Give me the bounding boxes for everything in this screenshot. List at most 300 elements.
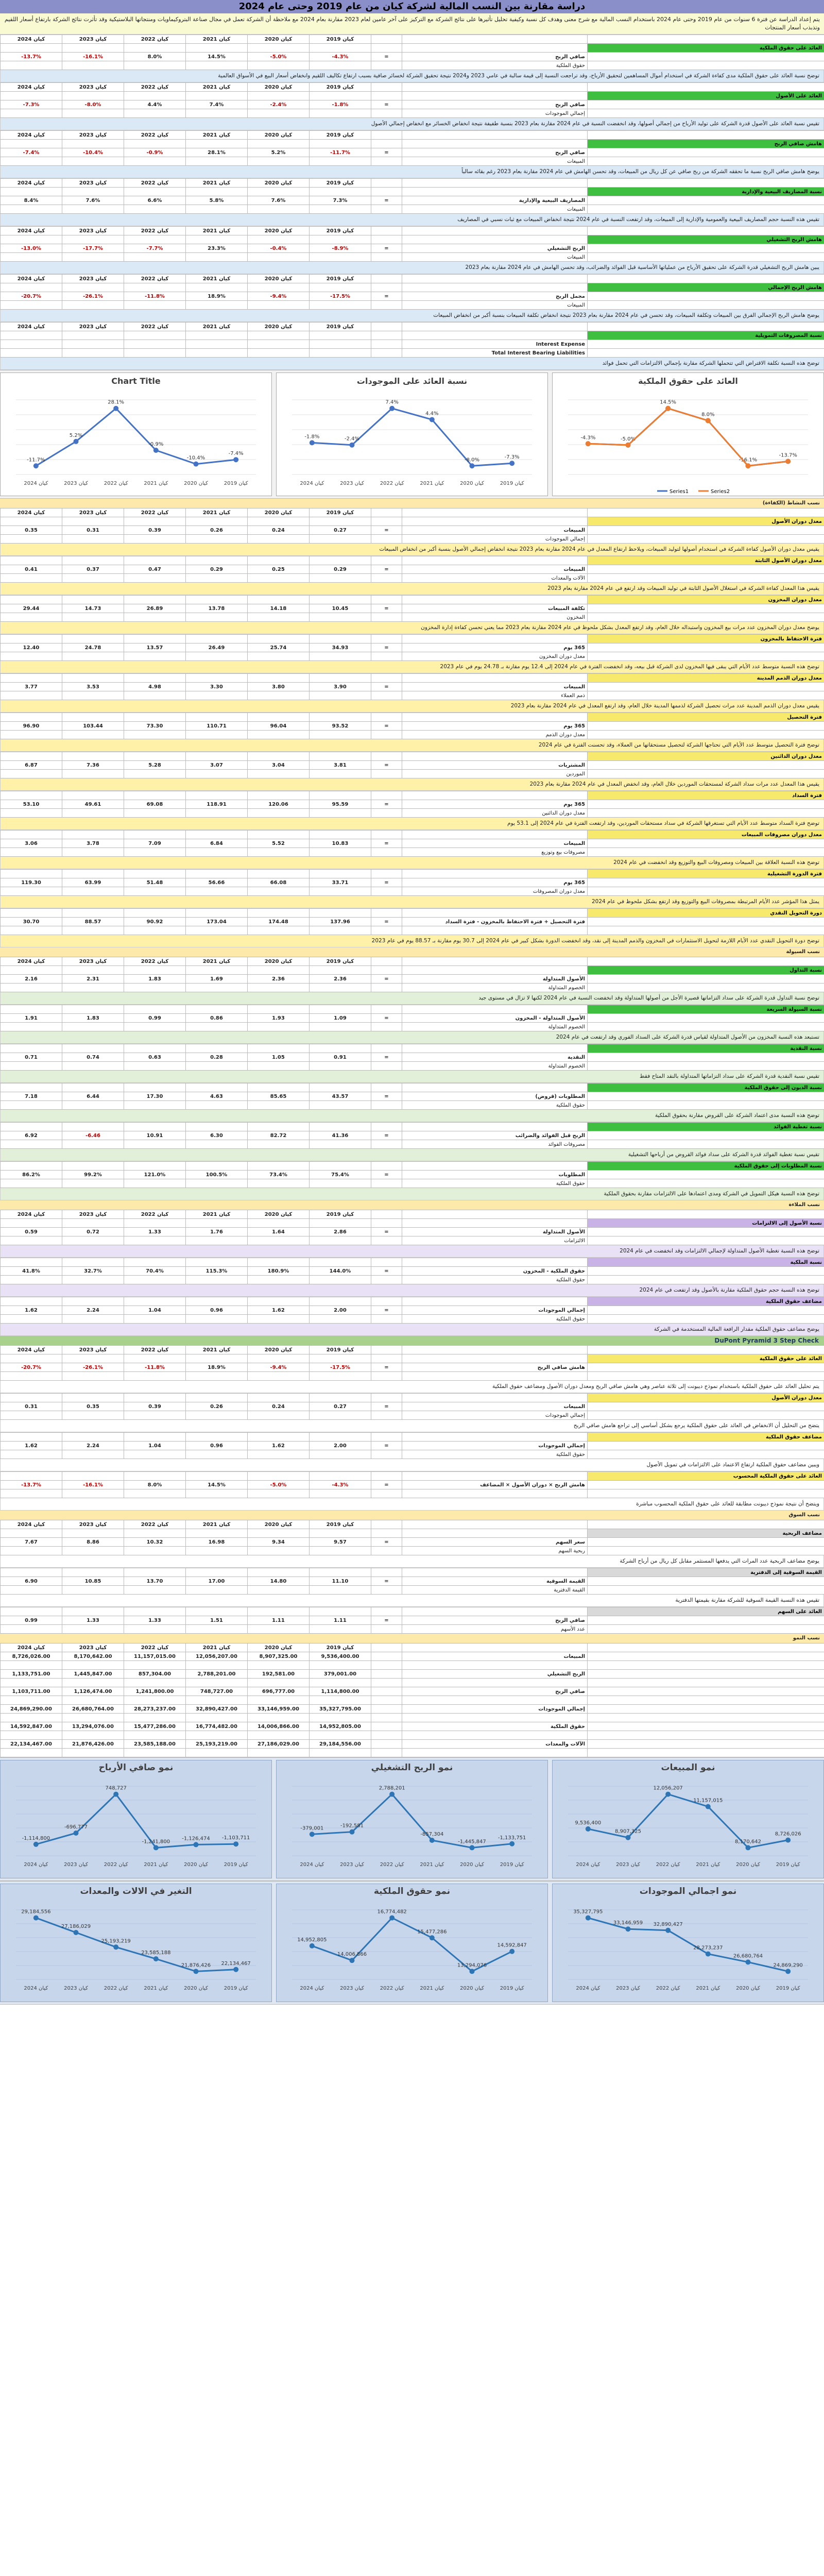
- equals-cell: =: [371, 1171, 402, 1179]
- value-cell: -10.4%: [62, 148, 124, 157]
- blank-cell: [310, 556, 371, 565]
- legend-label: Series1: [670, 489, 689, 495]
- blank-cell: [248, 574, 310, 583]
- denominator-label: القيمة الدفترية: [402, 1586, 588, 1595]
- year-header-cell: 2019 كيان: [310, 131, 371, 140]
- value-cell: 32.7%: [62, 1267, 124, 1276]
- blank-cell: [310, 1731, 371, 1740]
- blank-cell: [588, 1101, 824, 1110]
- value-cell: 1.05: [248, 1053, 310, 1062]
- growth-label: الآلات والمعدات: [402, 1740, 588, 1749]
- blank-cell: [402, 1083, 588, 1092]
- blank-cell: [1, 1123, 62, 1131]
- blank-cell: [248, 331, 310, 340]
- blank-cell: [186, 1140, 248, 1149]
- data-point: [470, 1845, 475, 1850]
- growth-label: إجمالي الموجودات: [402, 1705, 588, 1714]
- data-point: [746, 463, 751, 468]
- blank-cell: [248, 1354, 310, 1363]
- value-cell: 0.63: [124, 1053, 186, 1062]
- blank-cell: [62, 1236, 124, 1245]
- growth-row: [1, 1722, 824, 1731]
- section-title: معدل دوران الأصول: [588, 1394, 824, 1402]
- blank-cell: [310, 61, 371, 70]
- blank-cell: [124, 556, 186, 565]
- blank-cell: [186, 109, 248, 118]
- numerator-label: 365 يوم: [402, 722, 588, 731]
- section-cell: [588, 1520, 824, 1529]
- growth-value: 28,273,237.00: [124, 1705, 186, 1714]
- value-cell: 85.65: [248, 1092, 310, 1101]
- value-row: [1, 761, 824, 770]
- blank-cell: [371, 1258, 402, 1267]
- data-label: 8,726,026: [775, 1831, 801, 1837]
- blank-cell: [62, 188, 124, 196]
- blank-cell: [310, 1749, 371, 1757]
- blank-cell: [248, 613, 310, 622]
- series-line: [36, 409, 236, 466]
- blank-cell: [402, 635, 588, 643]
- blank-cell: [402, 713, 588, 722]
- blank-cell: [124, 301, 186, 310]
- blank-cell: [186, 44, 248, 53]
- x-tick-label: كيان 2021: [144, 1986, 168, 1991]
- value-cell: -0.9%: [124, 148, 186, 157]
- blank-cell: [248, 1083, 310, 1092]
- blank-cell: [588, 1740, 824, 1749]
- blank-cell: [310, 1101, 371, 1110]
- blank-cell: [310, 535, 371, 544]
- analysis-note: يمثل هذا المؤشر عدد الأيام المرتبطة بمصروفات البيع والتوزيع وقد ارتفع بشكل ملحوظ في عام 2024: [0, 896, 824, 908]
- value-cell: 10.32: [124, 1538, 186, 1547]
- blank-cell: [1, 1372, 62, 1381]
- blank-cell: [1, 140, 62, 148]
- blank-cell: [402, 556, 588, 565]
- denominator-label: معدل دوران الذمم: [402, 731, 588, 739]
- blank-cell: [588, 975, 824, 984]
- growth-chart-panel: [0, 1884, 272, 2002]
- blank-cell: [124, 887, 186, 896]
- denominator-row: [1, 1625, 824, 1634]
- blank-cell: [371, 44, 402, 53]
- blank-cell: [310, 574, 371, 583]
- blank-cell: [1, 235, 62, 244]
- denominator-row: [1, 205, 824, 214]
- charts-row-profitability: [0, 370, 824, 499]
- data-point: [746, 1845, 751, 1850]
- blank-cell: [371, 1607, 402, 1616]
- blank-cell: [310, 44, 371, 53]
- numerator-label: المصاريف البيعية والإدارية: [402, 196, 588, 205]
- value-cell: -4.3%: [310, 53, 371, 61]
- value-cell: [310, 349, 371, 358]
- value-cell: -20.7%: [1, 1363, 62, 1372]
- blank-cell: [310, 253, 371, 262]
- value-row: [1, 349, 824, 358]
- data-point: [194, 462, 199, 467]
- denominator-row: [1, 61, 824, 70]
- section-row: [1, 283, 824, 292]
- denominator-row: [1, 535, 824, 544]
- blank-cell: [62, 253, 124, 262]
- data-point: [706, 418, 711, 423]
- equals-cell: =: [371, 1363, 402, 1372]
- blank-cell: [124, 235, 186, 244]
- blank-cell: [124, 1472, 186, 1481]
- year-header-cell: 2022 كيان: [124, 227, 186, 235]
- equals-cell: =: [371, 839, 402, 848]
- ratio-table: [0, 595, 824, 622]
- data-point: [586, 1916, 591, 1921]
- blank-cell: [62, 1315, 124, 1324]
- value-cell: 13.78: [186, 604, 248, 613]
- blank-cell: [186, 691, 248, 700]
- growth-value: 26,680,764.00: [62, 1705, 124, 1714]
- blank-cell: [1, 253, 62, 262]
- equals-cell: =: [371, 975, 402, 984]
- blank-cell: [310, 1258, 371, 1267]
- data-label: -2.4%: [344, 436, 360, 442]
- denominator-label: عدد الأسهم: [402, 1625, 588, 1634]
- year-header-cell: 2020 كيان: [248, 35, 310, 44]
- growth-value: 24,869,290.00: [1, 1705, 62, 1714]
- value-cell: 12.40: [1, 643, 62, 652]
- year-header-cell: 2020 كيان: [248, 179, 310, 188]
- value-row: [1, 1267, 824, 1276]
- blank-cell: [310, 1568, 371, 1577]
- blank-cell: [371, 1044, 402, 1053]
- blank-cell: [310, 984, 371, 992]
- value-cell: -7.7%: [124, 244, 186, 253]
- blank-cell: [588, 1547, 824, 1555]
- denominator-label: الخصوم المتداولة: [402, 1023, 588, 1031]
- blank-cell: [1, 1276, 62, 1284]
- growth-value: 8,170,642.00: [62, 1652, 124, 1661]
- blank-cell: [310, 596, 371, 604]
- x-tick-label: كيان 2019: [776, 1986, 800, 1991]
- value-cell: 0.29: [310, 565, 371, 574]
- year-header-cell: 2024 كيان: [1, 1210, 62, 1219]
- blank-cell: [588, 691, 824, 700]
- section-cell: [588, 35, 824, 44]
- value-cell: 3.07: [186, 761, 248, 770]
- blank-cell: [371, 331, 402, 340]
- numerator-label: إجمالي الموجودات: [402, 1306, 588, 1315]
- line-chart-svg: [277, 1776, 547, 1876]
- blank-cell: [186, 1083, 248, 1092]
- blank-cell: [186, 1023, 248, 1031]
- section-row: [1, 1607, 824, 1616]
- denominator-label: الخصوم المتداولة: [402, 1062, 588, 1071]
- section-title: معدل دوران الأصول: [588, 517, 824, 526]
- growth-label: المبيعات: [402, 1652, 588, 1661]
- blank-cell: [402, 1529, 588, 1538]
- value-cell: 6.6%: [124, 196, 186, 205]
- series-line: [588, 409, 788, 466]
- blank-cell: [1, 1472, 62, 1481]
- blank-cell: [310, 1315, 371, 1324]
- x-tick-label: كيان 2019: [776, 1862, 800, 1868]
- section-title: العائد على حقوق الملكية: [588, 1354, 824, 1363]
- x-tick-label: كيان 2024: [24, 481, 48, 486]
- blank-cell: [371, 809, 402, 818]
- value-cell: 26.89: [124, 604, 186, 613]
- growth-value: 2,788,201.00: [186, 1670, 248, 1679]
- blank-cell: [248, 92, 310, 100]
- blank-cell: [1, 1696, 62, 1705]
- section-title: دورة التحويل النقدي: [588, 909, 824, 918]
- value-cell: 23.3%: [186, 244, 248, 253]
- denominator-label: معدل دوران المصروفات: [402, 887, 588, 896]
- growth-value: 1,133,751.00: [1, 1670, 62, 1679]
- data-point: [746, 1959, 751, 1964]
- blank-cell: [124, 1258, 186, 1267]
- blank-cell: [1, 848, 62, 857]
- blank-cell: [371, 752, 402, 761]
- blank-cell: [371, 1276, 402, 1284]
- blank-cell: [124, 517, 186, 526]
- blank-cell: [248, 674, 310, 683]
- blank-cell: [371, 1236, 402, 1245]
- growth-value: 14,006,866.00: [248, 1722, 310, 1731]
- blank-cell: [1, 44, 62, 53]
- blank-cell: [186, 301, 248, 310]
- data-point: [665, 406, 671, 411]
- blank-cell: [186, 966, 248, 975]
- value-cell: 90.92: [124, 918, 186, 926]
- blank-cell: [248, 1219, 310, 1228]
- denominator-row: [1, 1276, 824, 1284]
- value-cell: 1.91: [1, 1014, 62, 1023]
- data-point: [470, 463, 475, 468]
- year-header-row: [1, 35, 824, 44]
- section-title: فترة التحصيل: [588, 713, 824, 722]
- value-cell: -8.9%: [310, 244, 371, 253]
- section-row: [1, 556, 824, 565]
- blank-cell: [310, 188, 371, 196]
- blank-cell: [1, 517, 62, 526]
- value-cell: 115.3%: [186, 1267, 248, 1276]
- blank-cell: [588, 731, 824, 739]
- chart-title: نمو المبيعات: [661, 1762, 715, 1773]
- analysis-note: توضح هذه النسبة هيكل التمويل في الشركة ومدى اعتمادها على الالتزامات مقارنة بحقوق الملكية: [0, 1188, 824, 1200]
- data-point: [310, 440, 315, 445]
- value-cell: 2.16: [1, 975, 62, 984]
- value-cell: 9.34: [248, 1538, 310, 1547]
- numerator-label: النقدية: [402, 1053, 588, 1062]
- blank-cell: [1, 691, 62, 700]
- value-cell: 0.26: [186, 1402, 248, 1411]
- value-cell: 1.69: [186, 975, 248, 984]
- growth-value: 1,241,800.00: [124, 1687, 186, 1696]
- x-tick-label: كيان 2022: [656, 1986, 680, 1991]
- data-label: 14,592,847: [497, 1942, 527, 1948]
- value-cell: 0.27: [310, 526, 371, 535]
- section-title: نسبة المصاريف البيعية والإدارية: [588, 188, 824, 196]
- section-title: معدل دوران الذمم المدينة: [588, 674, 824, 683]
- value-cell: 110.71: [186, 722, 248, 731]
- blank-cell: [62, 1586, 124, 1595]
- blank-cell: [248, 652, 310, 661]
- blank-cell: [186, 848, 248, 857]
- blank-cell: [371, 1705, 402, 1714]
- blank-cell: [248, 1749, 310, 1757]
- blank-cell: [588, 1489, 824, 1498]
- value-cell: [124, 349, 186, 358]
- data-label: -1,126,474: [182, 1836, 210, 1842]
- data-label: 27,186,029: [61, 1923, 91, 1929]
- label-cell: [402, 957, 588, 966]
- line-chart-svg: [1, 1900, 271, 2000]
- x-tick-label: كيان 2020: [460, 1862, 484, 1868]
- analysis-note: توضح فترة السداد متوسط عدد الأيام التي تستغرقها الشركة في سداد مستحقات الموردين، وقد ارتفعت الفترة في عام 2024 إلى 53.1 يوم: [0, 818, 824, 830]
- year-header-cell: 2021 كيان: [186, 509, 248, 517]
- blank-cell: [248, 1547, 310, 1555]
- blank-cell: [248, 1714, 310, 1722]
- year-header-cell: 2024 كيان: [1, 275, 62, 283]
- blank-cell: [588, 109, 824, 118]
- blank-cell: [371, 713, 402, 722]
- ratio-table: [0, 226, 824, 262]
- section-title: العائد على حقوق الملكية المحسوب: [588, 1472, 824, 1481]
- blank-cell: [1, 1315, 62, 1324]
- value-row: [1, 1577, 824, 1586]
- year-header-cell: 2024 كيان: [1, 1520, 62, 1529]
- growth-label: الربح التشغيلي: [402, 1670, 588, 1679]
- data-point: [233, 457, 238, 462]
- chart-title: التغير في الالات والمعدات: [80, 1886, 192, 1896]
- blank-cell: [248, 556, 310, 565]
- numerator-label: Interest Expense: [402, 340, 588, 349]
- denominator-row: [1, 1023, 824, 1031]
- value-cell: [62, 349, 124, 358]
- denominator-row: [1, 809, 824, 818]
- section-title: نسبة الديون إلى حقوق الملكية: [588, 1083, 824, 1092]
- year-header-cell: 2023 كيان: [62, 227, 124, 235]
- blank-cell: [588, 1749, 824, 1757]
- blank-cell: [310, 1179, 371, 1188]
- ratio-table: [0, 1161, 824, 1188]
- data-point: [113, 406, 118, 411]
- blank-cell: [124, 1140, 186, 1149]
- blank-cell: [186, 752, 248, 761]
- data-label: 26,680,764: [733, 1953, 763, 1959]
- blank-cell: [371, 691, 402, 700]
- blank-cell: [186, 1315, 248, 1324]
- value-cell: 1.93: [248, 1014, 310, 1023]
- blank-cell: [588, 1731, 824, 1740]
- blank-cell: [62, 1179, 124, 1188]
- blank-cell: [124, 870, 186, 878]
- line-chart-svg: [553, 1900, 823, 2000]
- blank-cell: [371, 1670, 402, 1679]
- denominator-row: [1, 109, 824, 118]
- section-title: نسبة النقدية: [588, 1044, 824, 1053]
- denominator-label: المبيعات: [402, 205, 588, 214]
- value-cell: 0.74: [62, 1053, 124, 1062]
- blank-cell: [588, 1616, 824, 1625]
- line-chart-svg: [277, 1900, 547, 2000]
- denominator-label: [402, 1372, 588, 1381]
- value-cell: 0.47: [124, 565, 186, 574]
- year-header-cell: 2019 كيان: [310, 957, 371, 966]
- section-row: [1, 713, 824, 722]
- section-row: [1, 517, 824, 526]
- section-row: [1, 1083, 824, 1092]
- value-cell: 1.62: [1, 1442, 62, 1450]
- blank-cell: [310, 1679, 371, 1687]
- section-title: مضاعف الربحية: [588, 1529, 824, 1538]
- blank-cell: [371, 1679, 402, 1687]
- blank-cell: [186, 1236, 248, 1245]
- blank-cell: [371, 1568, 402, 1577]
- ratio-table: [0, 1044, 824, 1071]
- value-cell: [186, 340, 248, 349]
- x-tick-label: كيان 2024: [24, 1862, 48, 1868]
- denominator-row: [1, 574, 824, 583]
- year-header-row: [1, 83, 824, 92]
- analysis-note: يبين هامش الربح التشغيلي قدرة الشركة على تحقيق الأرباح من عملياتها الأساسية قبل الفوائد والضرائب، وقد تحسن الهامش في عام 2024 مقارنة بعام 2023: [0, 262, 824, 274]
- year-header-cell: 2019 كيان: [310, 1210, 371, 1219]
- blank-cell: [248, 1276, 310, 1284]
- equals-cell: =: [371, 100, 402, 109]
- blank-cell: [310, 652, 371, 661]
- blank-cell: [62, 556, 124, 565]
- ratio-table: [0, 556, 824, 583]
- equals-cell: =: [371, 683, 402, 691]
- blank-cell: [124, 613, 186, 622]
- equals-cell: =: [371, 292, 402, 301]
- denominator-row: [1, 613, 824, 622]
- section-banner: نسب النشاط (الكفاءة): [0, 499, 824, 508]
- value-cell: 82.72: [248, 1131, 310, 1140]
- blank-cell: [310, 157, 371, 166]
- blank-cell: [310, 1586, 371, 1595]
- analysis-note: يوضح هامش الربح الإجمالي الفرق بين المبيعات وتكلفة المبيعات، وقد تحسن في عام 2024 مقارنة بعام 2023 نتيجة انخفاض تكلفة المبيعات بنسبة أكبر من انخفاض المبيعات: [0, 310, 824, 322]
- x-tick-label: كيان 2022: [380, 1862, 404, 1868]
- value-cell: 0.26: [186, 526, 248, 535]
- denominator-label: الخصوم المتداولة: [402, 984, 588, 992]
- denominator-label: الالتزامات: [402, 1236, 588, 1245]
- blank-cell: [248, 887, 310, 896]
- equals-cell: [371, 340, 402, 349]
- blank-cell: [1, 1607, 62, 1616]
- value-cell: 63.99: [62, 878, 124, 887]
- blank-cell: [371, 1749, 402, 1757]
- blank-cell: [402, 870, 588, 878]
- blank-cell: [186, 1123, 248, 1131]
- year-header-cell: 2024 كيان: [1, 179, 62, 188]
- data-label: 25,193,219: [101, 1938, 131, 1944]
- value-cell: 33.71: [310, 878, 371, 887]
- blank-cell: [371, 1687, 402, 1696]
- blank-cell: [124, 1005, 186, 1014]
- value-cell: 0.39: [124, 1402, 186, 1411]
- year-header-cell: 2023 كيان: [62, 83, 124, 92]
- section-row: [1, 966, 824, 975]
- section-title: العائد على السهم: [588, 1607, 824, 1616]
- blank-cell: [588, 1411, 824, 1420]
- value-cell: 0.24: [248, 526, 310, 535]
- growth-value: 1,126,474.00: [62, 1687, 124, 1696]
- blank-cell: [588, 148, 824, 157]
- blank-cell: [1, 1083, 62, 1092]
- value-cell: 1.33: [124, 1616, 186, 1625]
- blank-cell: [124, 984, 186, 992]
- data-point: [665, 1792, 671, 1797]
- value-cell: -20.7%: [1, 292, 62, 301]
- denominator-row: [1, 1450, 824, 1459]
